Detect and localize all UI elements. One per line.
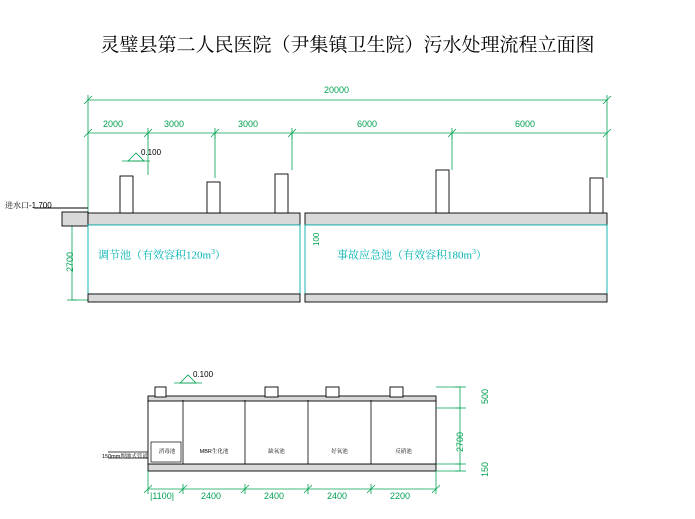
- page-title: 灵璧县第二人民医院（尹集镇卫生院）污水处理流程立面图: [100, 35, 595, 56]
- lower-dimension-5: 2200: [390, 491, 411, 501]
- tank-label-adjustment: 调节池（有效容积$120m^3$）: [98, 247, 226, 262]
- upper-structure: [34, 153, 607, 302]
- upper-dimension-lines: [84, 95, 611, 215]
- overall-dimension-label: 20000: [324, 85, 350, 95]
- chain-dimension-1: 2000: [103, 119, 124, 129]
- lower-right-dimension-1: 500: [480, 388, 490, 404]
- lower-elevation-mark: 0.100: [193, 370, 214, 379]
- lower-dimension-2: 2400: [201, 491, 222, 501]
- lower-dimension-4: 2400: [327, 491, 348, 501]
- chain-dimension-4: 6000: [357, 119, 378, 129]
- lower-structure: [108, 375, 436, 471]
- cell-label-4: 好氧池: [331, 449, 348, 455]
- lower-right-dimension-2: 2700: [455, 431, 465, 452]
- cell-label-2: MBR生化池: [199, 449, 229, 455]
- tank-label-emergency: 事故应急池（有效容积$180m^3$）: [337, 247, 487, 262]
- upper-elevation-mark: 0.100: [141, 148, 162, 157]
- upper-depth-label: 2700: [65, 251, 75, 272]
- inlet-elevation-label: 进水口-1.700: [5, 201, 52, 210]
- lower-dimension-3: 2400: [264, 491, 285, 501]
- chain-dimension-3: 3000: [238, 119, 259, 129]
- lower-right-dimension-3: 150: [480, 461, 490, 477]
- cell-label-1: 消毒池: [158, 449, 176, 455]
- pipe-label: 150mm埋地式管道: [102, 454, 148, 460]
- chain-dimension-2: 3000: [164, 119, 185, 129]
- upper-wall-thickness-label: 100: [312, 232, 321, 246]
- cell-label-5: 反硝池: [395, 449, 412, 455]
- lower-dimension-1: |1100|: [150, 491, 175, 501]
- lower-right-dimension: [436, 387, 466, 471]
- chain-dimension-5: 6000: [515, 119, 536, 129]
- cell-label-3: 缺氧池: [268, 449, 285, 455]
